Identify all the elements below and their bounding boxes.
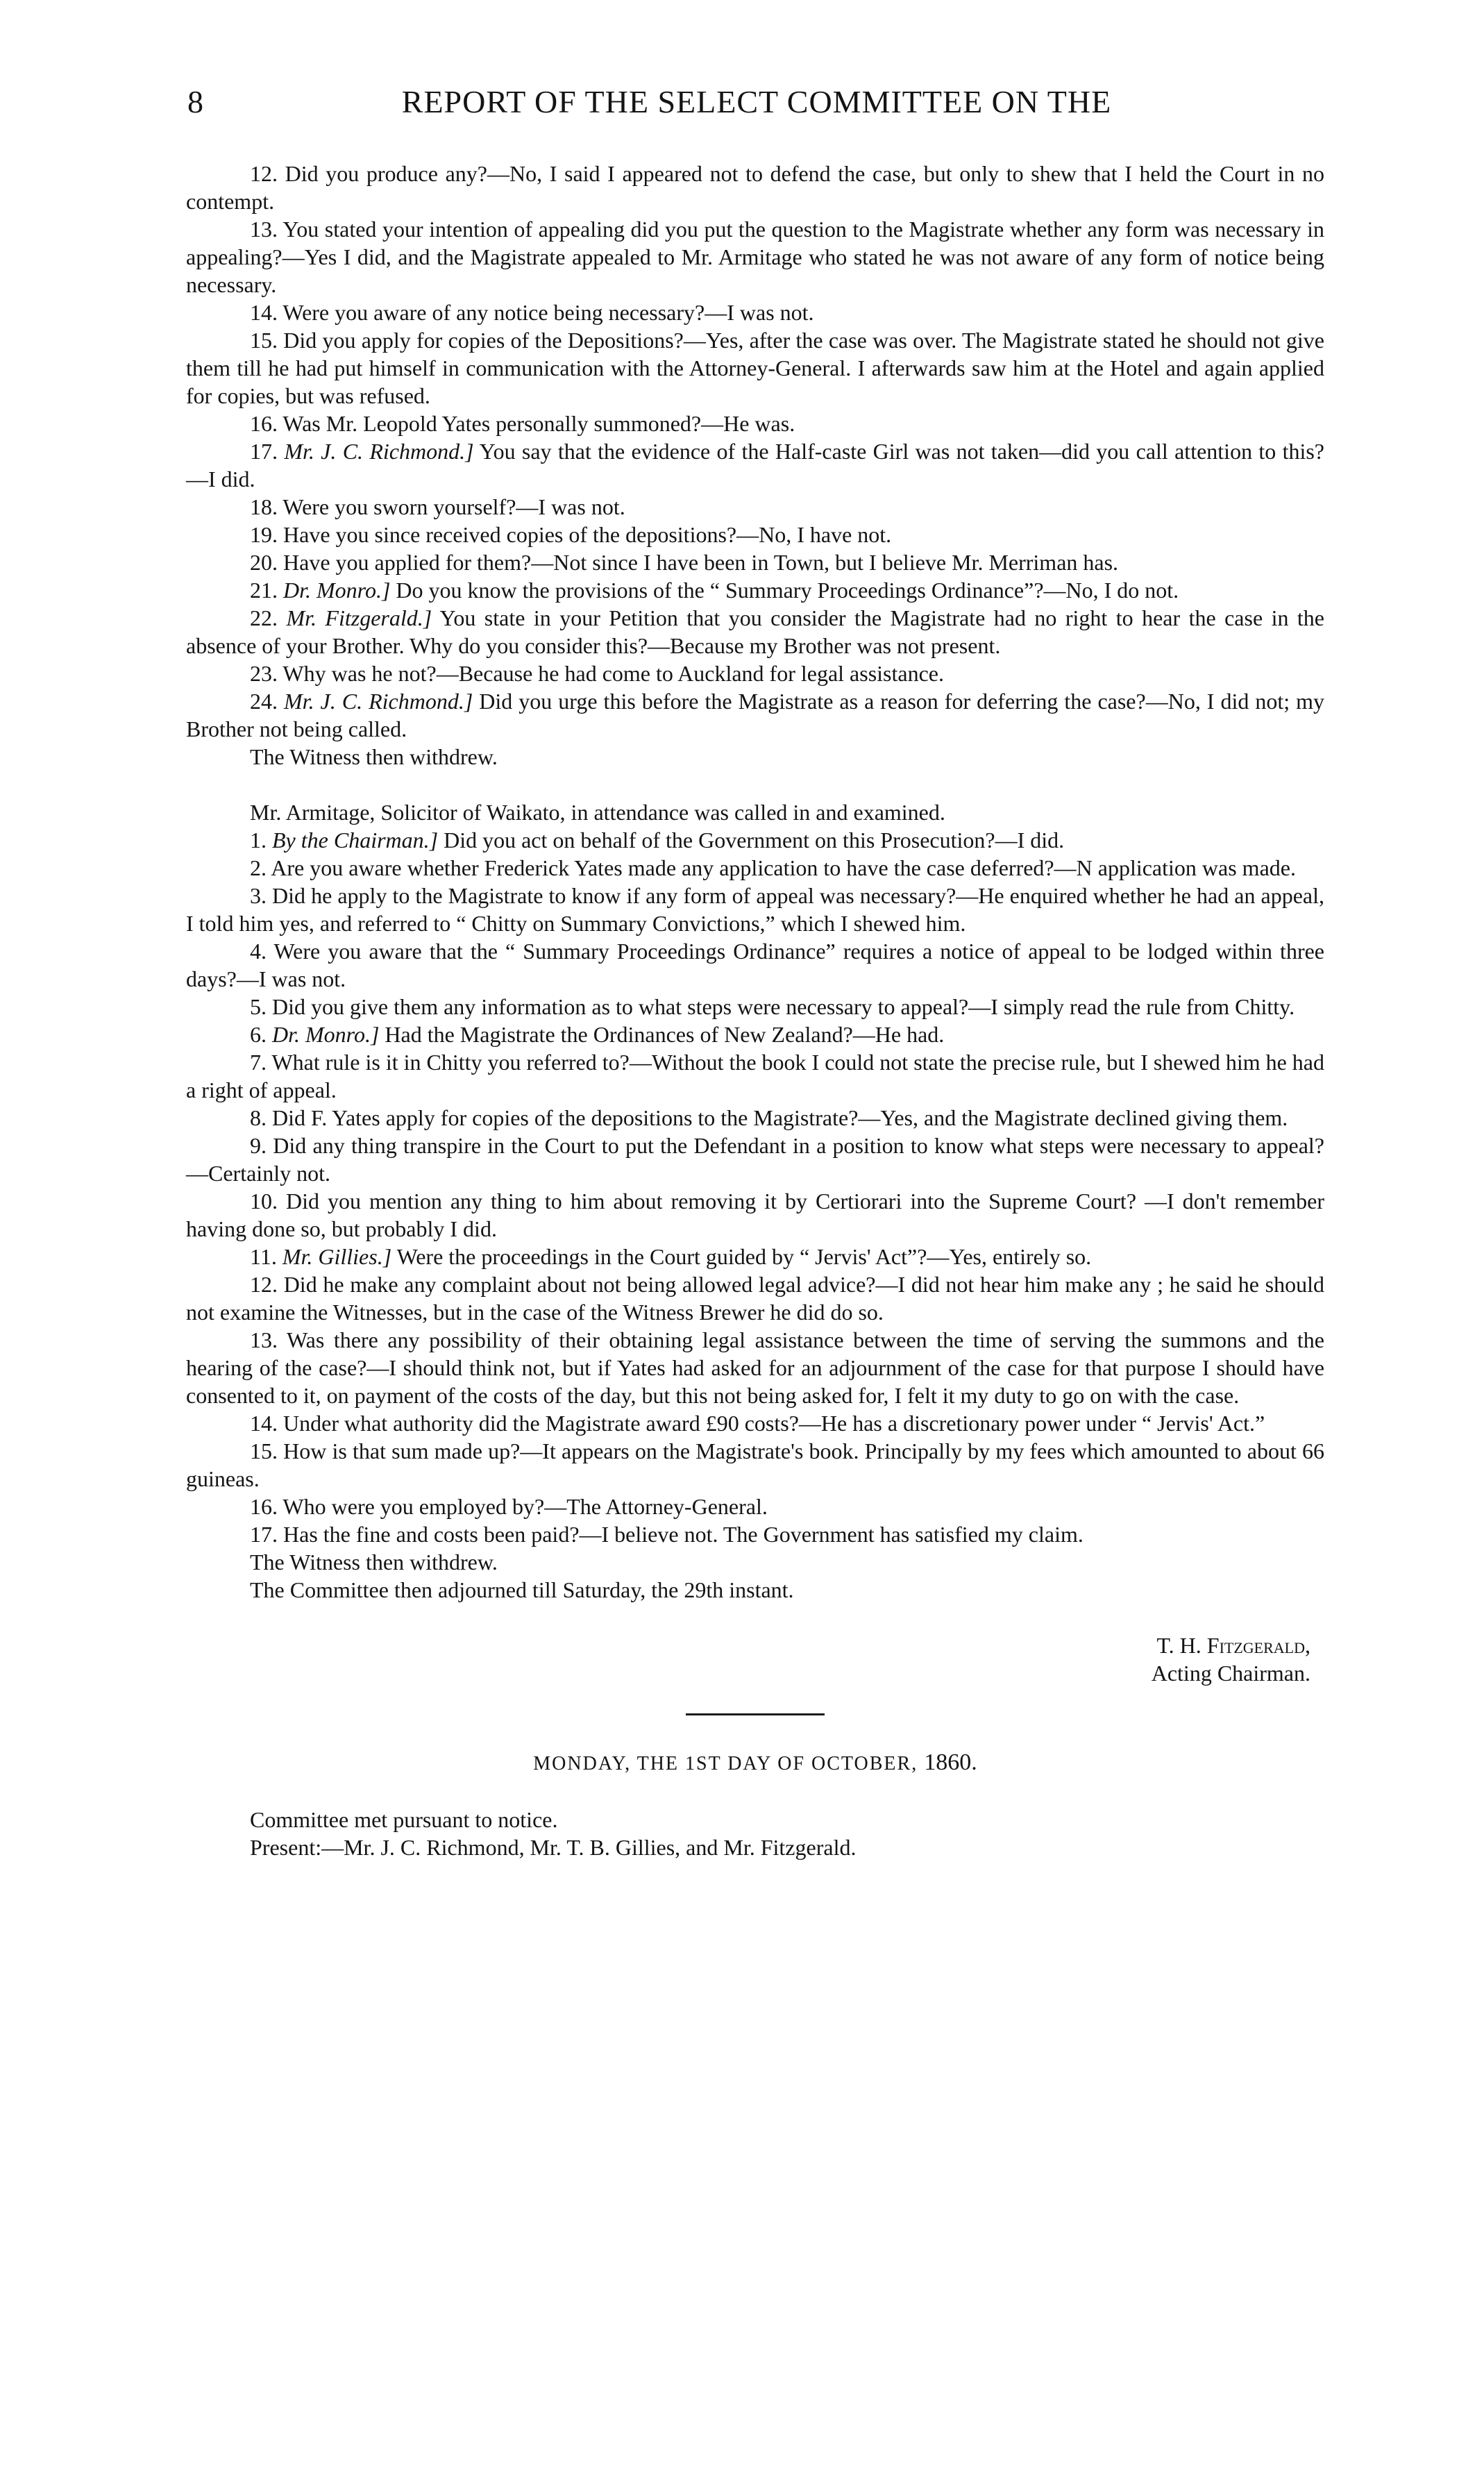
question-number: 12. — [250, 161, 278, 186]
question-number: 21. — [250, 578, 278, 603]
question-text: You state in your Petition that you consider the Magistrate had no right to hear the case in the absence of your Brother. Why do you consider this?—Because my Brother was not present. — [186, 605, 1325, 658]
question-number: 6. — [250, 1022, 267, 1047]
question-paragraph — [186, 826, 1324, 854]
question-paragraph — [186, 993, 1324, 1021]
question-number: 17. — [250, 439, 278, 464]
signature-block — [186, 1631, 1310, 1687]
date-heading — [186, 1749, 1324, 1778]
question-number: 16. — [250, 1494, 278, 1519]
question-paragraph — [186, 1132, 1324, 1187]
question-text: Were you aware of any notice being necessary?—I was not. — [283, 300, 814, 325]
question-text: How is that sum made up?—It appears on the Magistrate's book. Principally by my fees which amounted to about 66 guineas. — [186, 1438, 1325, 1491]
question-paragraph — [186, 521, 1324, 548]
question-paragraph — [186, 1409, 1324, 1437]
question-number: 14. — [250, 1411, 278, 1436]
question-number: 15. — [250, 328, 278, 353]
question-paragraph — [186, 660, 1324, 687]
question-text: Did you urge this before the Magistrate as a reason for deferring the case?—No, I did not; my Brother not being called. — [186, 689, 1325, 741]
questioner-name: Dr. Monro.] — [272, 1022, 380, 1047]
question-text: Have you since received copies of the depositions?—No, I have not. — [283, 522, 892, 547]
question-text: Were the proceedings in the Court guided by “ Jervis' Act”?—Yes, entirely so. — [396, 1244, 1092, 1269]
question-number: 24. — [250, 689, 278, 714]
question-paragraph — [186, 1493, 1324, 1520]
running-title: REPORT OF THE SELECT COMMITTEE ON THE — [401, 84, 1112, 119]
question-text: You stated your intention of appealing did you put the question to the Magistrate whether any form was necessary in appealing?—Yes I did, and the Magistrate appealed to Mr. Armitage who stated he was not aware of any form of notice being necessary. — [186, 217, 1325, 297]
question-paragraph — [186, 437, 1324, 493]
signature-name: T. H. Fitzgerald, — [1156, 1633, 1310, 1658]
date-text: MONDAY, THE 1ST DAY OF OCTOBER, — [533, 1753, 918, 1774]
withdrawal-note: The Witness then withdrew. — [250, 1550, 498, 1575]
question-text: Did any thing transpire in the Court to put the Defendant in a position to know what steps were necessary to appeal?—Certainly not. — [186, 1133, 1325, 1186]
question-paragraph — [186, 1187, 1324, 1243]
question-text: Did you give them any information as to what steps were necessary to appeal?—I simply read the rule from Chitty. — [272, 994, 1295, 1019]
questioner-name: Dr. Monro.] — [283, 578, 391, 603]
question-number: 22. — [250, 605, 278, 630]
question-text: Had the Magistrate the Ordinances of New Zealand?—He had. — [385, 1022, 945, 1047]
question-number: 11. — [250, 1244, 277, 1269]
question-text: Did you mention any thing to him about removing it by Certiorari into the Supreme Court? —I don't remember having done so, but probably I did. — [186, 1189, 1325, 1241]
questioner-name: Mr. Fitzgerald.] — [286, 605, 432, 630]
question-number: 16. — [250, 411, 278, 436]
question-number: 10. — [250, 1189, 278, 1214]
question-number: 4. — [250, 939, 267, 964]
question-text: Did you act on behalf of the Government on this Prosecution?—I did. — [444, 828, 1065, 853]
question-text: Was Mr. Leopold Yates personally summoned?—He was. — [283, 411, 795, 436]
question-text: Under what authority did the Magistrate award £90 costs?—He has a discretionary power under “ Jervis' Act.” — [283, 1411, 1265, 1436]
question-number: 20. — [250, 550, 278, 575]
question-paragraph — [186, 1243, 1324, 1270]
question-number: 1. — [250, 828, 267, 853]
question-number: 9. — [250, 1133, 267, 1158]
question-number: 19. — [250, 522, 278, 547]
question-number: 13. — [250, 217, 278, 242]
question-number: 17. — [250, 1522, 278, 1547]
question-text: Were you sworn yourself?—I was not. — [283, 494, 625, 519]
evidence-section-yates — [186, 160, 1324, 743]
question-paragraph — [186, 1520, 1324, 1548]
question-paragraph — [186, 1021, 1324, 1048]
question-text: Have you applied for them?—Not since I have been in Town, but I believe Mr. Merriman has. — [283, 550, 1119, 575]
questioner-name: By the Chairman.] — [272, 828, 439, 853]
question-paragraph — [186, 882, 1324, 937]
date-year: 1860. — [924, 1749, 977, 1775]
question-number: 14. — [250, 300, 278, 325]
question-text: Did you produce any?—No, I said I appeared not to defend the case, but only to shew that I held the Court in no contempt. — [186, 161, 1325, 214]
signature-title: Acting Chairman. — [1151, 1661, 1310, 1686]
questioner-name: Mr. J. C. Richmond.] — [284, 439, 474, 464]
page-number: 8 — [187, 84, 203, 119]
question-paragraph — [186, 1270, 1324, 1326]
question-paragraph — [186, 299, 1324, 326]
closing-line: Present:—Mr. J. C. Richmond, Mr. T. B. Gillies, and Mr. Fitzgerald. — [250, 1835, 857, 1860]
question-number: 15. — [250, 1438, 278, 1463]
questioner-name: Mr. J. C. Richmond.] — [284, 689, 473, 714]
question-text: Do you know the provisions of the “ Summary Proceedings Ordinance”?—No, I do not. — [396, 578, 1179, 603]
question-paragraph — [186, 576, 1324, 604]
question-number: 5. — [250, 994, 267, 1019]
page-header — [0, 83, 1484, 139]
question-paragraph — [186, 1437, 1324, 1493]
question-paragraph — [186, 1326, 1324, 1409]
witness-intro: Mr. Armitage, Solicitor of Waikato, in attendance was called in and examined. — [250, 800, 945, 825]
question-text: Did he apply to the Magistrate to know if any form of appeal was necessary?—He enquired whether he had an appeal, I told him yes, and referred to “ Chitty on Summary Convictions,” which I shewed him. — [186, 883, 1324, 936]
question-paragraph — [186, 937, 1324, 993]
question-text: Why was he not?—Because he had come to Auckland for legal assistance. — [283, 661, 944, 686]
adjournment-note: The Committee then adjourned till Saturday, the 29th instant. — [250, 1577, 794, 1602]
question-paragraph — [186, 410, 1324, 437]
question-paragraph — [186, 1048, 1324, 1104]
question-paragraph — [186, 548, 1324, 576]
question-paragraph — [186, 687, 1324, 743]
evidence-section-armitage — [186, 826, 1324, 1548]
question-number: 13. — [250, 1327, 278, 1352]
withdrawal-note: The Witness then withdrew. — [250, 744, 498, 769]
question-paragraph — [186, 326, 1324, 410]
document-body — [186, 160, 1324, 1861]
question-text: You say that the evidence of the Half-caste Girl was not taken—did you call attention to this?—I did. — [186, 439, 1325, 492]
question-text: Has the fine and costs been paid?—I believe not. The Government has satisfied my claim. — [283, 1522, 1084, 1547]
questioner-name: Mr. Gillies.] — [282, 1244, 392, 1269]
question-paragraph — [186, 215, 1324, 299]
question-number: 7. — [250, 1050, 267, 1075]
question-text: Who were you employed by?—The Attorney-General. — [283, 1494, 768, 1519]
section-divider — [686, 1713, 825, 1715]
question-number: 3. — [250, 883, 267, 908]
question-paragraph — [186, 1104, 1324, 1132]
question-number: 8. — [250, 1105, 267, 1130]
question-paragraph — [186, 493, 1324, 521]
question-paragraph — [186, 160, 1324, 215]
question-text: Did you apply for copies of the Depositions?—Yes, after the case was over. The Magistrate stated he should not give them till he had put himself in communication with the Attorney-General. I afterwards saw him at the Hotel and again applied for copies, but was refused. — [186, 328, 1325, 408]
question-paragraph — [186, 854, 1324, 882]
question-number: 2. — [250, 855, 267, 880]
question-paragraph — [186, 604, 1324, 660]
question-text: Did he make any complaint about not being allowed legal advice?—I did not hear him make any ; he said he should not examine the Witnesses, but in the case of the Witness Brewer he did do so. — [186, 1272, 1325, 1325]
closing-line: Committee met pursuant to notice. — [250, 1807, 558, 1832]
question-text: What rule is it in Chitty you referred to?—Without the book I could not state the precise rule, but I shewed him he had a right of appeal. — [186, 1050, 1325, 1102]
question-number: 18. — [250, 494, 278, 519]
question-number: 23. — [250, 661, 278, 686]
question-text: Are you aware whether Frederick Yates made any application to have the case deferred?—N application was made. — [271, 855, 1296, 880]
question-text: Did F. Yates apply for copies of the depositions to the Magistrate?—Yes, and the Magistrate declined giving them. — [272, 1105, 1288, 1130]
question-number: 12. — [250, 1272, 278, 1297]
question-text: Were you aware that the “ Summary Proceedings Ordinance” requires a notice of appeal to be lodged within three days?—I was not. — [186, 939, 1325, 991]
question-text: Was there any possibility of their obtaining legal assistance between the time of serving the summons and the hearing of the case?—I should think not, but if Yates had asked for an adjournment of the case for that purpose I should have consented to it, on payment of the costs of the day, but this not being asked for, I felt it my duty to go on with the case. — [186, 1327, 1325, 1408]
